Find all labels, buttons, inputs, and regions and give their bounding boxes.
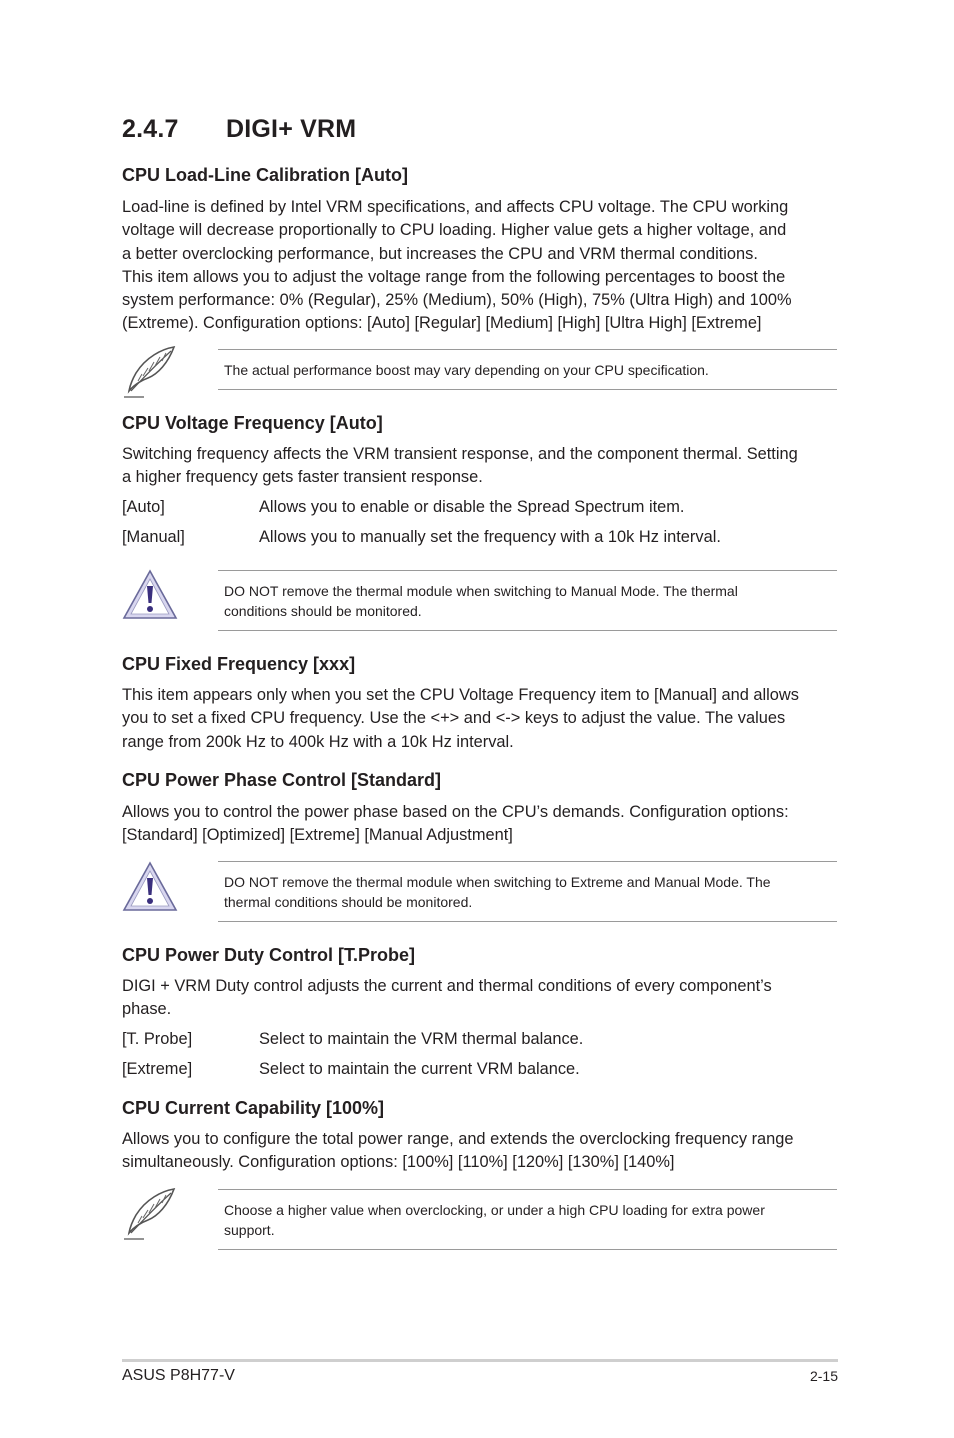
text-line: Allows you to control the power phase based on the CPU’s demands. Configuration options: xyxy=(122,803,789,821)
text-line: you to set a fixed CPU frequency. Use the <+> and <-> keys to adjust the value. The values xyxy=(122,709,786,728)
note-bottom-rule xyxy=(218,389,837,390)
item-heading-fixed-frequency: CPU Fixed Frequency [xxx] xyxy=(122,654,356,674)
option-desc: Select to maintain the current VRM balance. xyxy=(259,1060,580,1078)
option-key: [Extreme] xyxy=(122,1060,193,1078)
text-line: Load-line is defined by Intel VRM specifications, and affects CPU voltage. The CPU working xyxy=(122,198,789,216)
item-heading-load-line: CPU Load-Line Calibration [Auto] xyxy=(122,165,408,185)
section-heading xyxy=(122,115,356,144)
note-line: conditions should be monitored. xyxy=(224,603,422,619)
note-line: The actual performance boost may vary depending on your CPU specification. xyxy=(224,362,709,378)
text-line: Allows you to configure the total power range, and extends the overclocking frequency range xyxy=(122,1130,794,1148)
option-desc: Allows you to enable or disable the Spread Spectrum item. xyxy=(259,498,685,516)
text-line: range from 200k Hz to 400k Hz with a 10k Hz interval. xyxy=(122,732,514,751)
page-number: 2-15 xyxy=(809,1368,838,1384)
note-top-rule xyxy=(218,1189,837,1190)
text-line: This item appears only when you set the CPU Voltage Frequency item to [Manual] and allows xyxy=(122,686,799,704)
option-row xyxy=(122,496,684,519)
note-text xyxy=(224,872,824,912)
option-key: [Auto] xyxy=(122,498,165,516)
option-key: [T. Probe] xyxy=(122,1030,193,1048)
note-text xyxy=(224,1200,824,1240)
item-heading-current-capability: CPU Current Capability [100%] xyxy=(122,1098,385,1118)
option-row xyxy=(122,1028,583,1051)
note-top-rule xyxy=(218,861,837,862)
warning-triangle-icon xyxy=(122,566,178,622)
option-key: [Manual] xyxy=(122,528,185,546)
section-title: DIGI+ VRM xyxy=(226,115,357,143)
text-line: a higher frequency gets faster transient response. xyxy=(122,468,483,487)
item-heading-voltage-frequency: CPU Voltage Frequency [Auto] xyxy=(122,413,383,433)
warning-triangle-icon xyxy=(122,858,178,914)
item-desc-load-line xyxy=(122,196,840,336)
text-line: a better overclocking performance, but increases the CPU and VRM thermal conditions. xyxy=(122,244,758,263)
footer-model: ASUS P8H77-V xyxy=(122,1367,235,1384)
option-desc: Allows you to manually set the frequency with a 10k Hz interval. xyxy=(259,528,721,546)
feather-pen-icon xyxy=(122,343,178,399)
text-line: voltage will decrease proportionally to CPU loading. Higher value gets a higher voltage, and xyxy=(122,221,787,240)
text-line: simultaneously. Configuration options: [100%] [110%] [120%] [130%] [140%] xyxy=(122,1153,675,1172)
option-row xyxy=(122,1058,580,1081)
note-line: Choose a higher value when overclocking, or under a high CPU loading for extra power xyxy=(224,1202,765,1218)
option-row xyxy=(122,526,721,549)
note-bottom-rule xyxy=(218,921,837,922)
feather-pen-icon xyxy=(122,1185,178,1241)
text-line: system performance: 0% (Regular), 25% (Medium), 50% (High), 75% (Ultra High) and 100% xyxy=(122,291,792,310)
footer-rule xyxy=(122,1359,838,1362)
item-desc-power-phase xyxy=(122,801,840,848)
item-desc-current-capability xyxy=(122,1128,840,1175)
note-bottom-rule xyxy=(218,630,837,631)
text-line: [Standard] [Optimized] [Extreme] [Manual Adjustment] xyxy=(122,826,513,845)
note-line: thermal conditions should be monitored. xyxy=(224,894,473,910)
note-line: DO NOT remove the thermal module when switching to Extreme and Manual Mode. The xyxy=(224,874,771,890)
item-heading-power-phase: CPU Power Phase Control [Standard] xyxy=(122,770,442,790)
note-bottom-rule xyxy=(218,1249,837,1250)
item-desc-power-duty xyxy=(122,975,840,1022)
text-line: DIGI + VRM Duty control adjusts the current and thermal conditions of every component’s xyxy=(122,977,772,995)
note-top-rule xyxy=(218,570,837,571)
section-number: 2.4.7 xyxy=(122,115,179,143)
text-line: phase. xyxy=(122,1000,172,1019)
note-text xyxy=(224,360,824,380)
item-desc-voltage-frequency xyxy=(122,443,840,490)
item-desc-fixed-frequency xyxy=(122,684,840,754)
note-line: DO NOT remove the thermal module when switching to Manual Mode. The thermal xyxy=(224,583,738,599)
option-desc: Select to maintain the VRM thermal balance. xyxy=(259,1030,584,1048)
text-line: (Extreme). Configuration options: [Auto] [Regular] [Medium] [High] [Ultra High] [Extreme] xyxy=(122,314,762,333)
note-line: support. xyxy=(224,1222,275,1238)
text-line: Switching frequency affects the VRM transient response, and the component thermal. Setting xyxy=(122,445,798,463)
note-text xyxy=(224,581,824,621)
note-top-rule xyxy=(218,349,837,350)
item-heading-power-duty: CPU Power Duty Control [T.Probe] xyxy=(122,945,416,965)
text-line: This item allows you to adjust the voltage range from the following percentages to boost the xyxy=(122,267,786,286)
